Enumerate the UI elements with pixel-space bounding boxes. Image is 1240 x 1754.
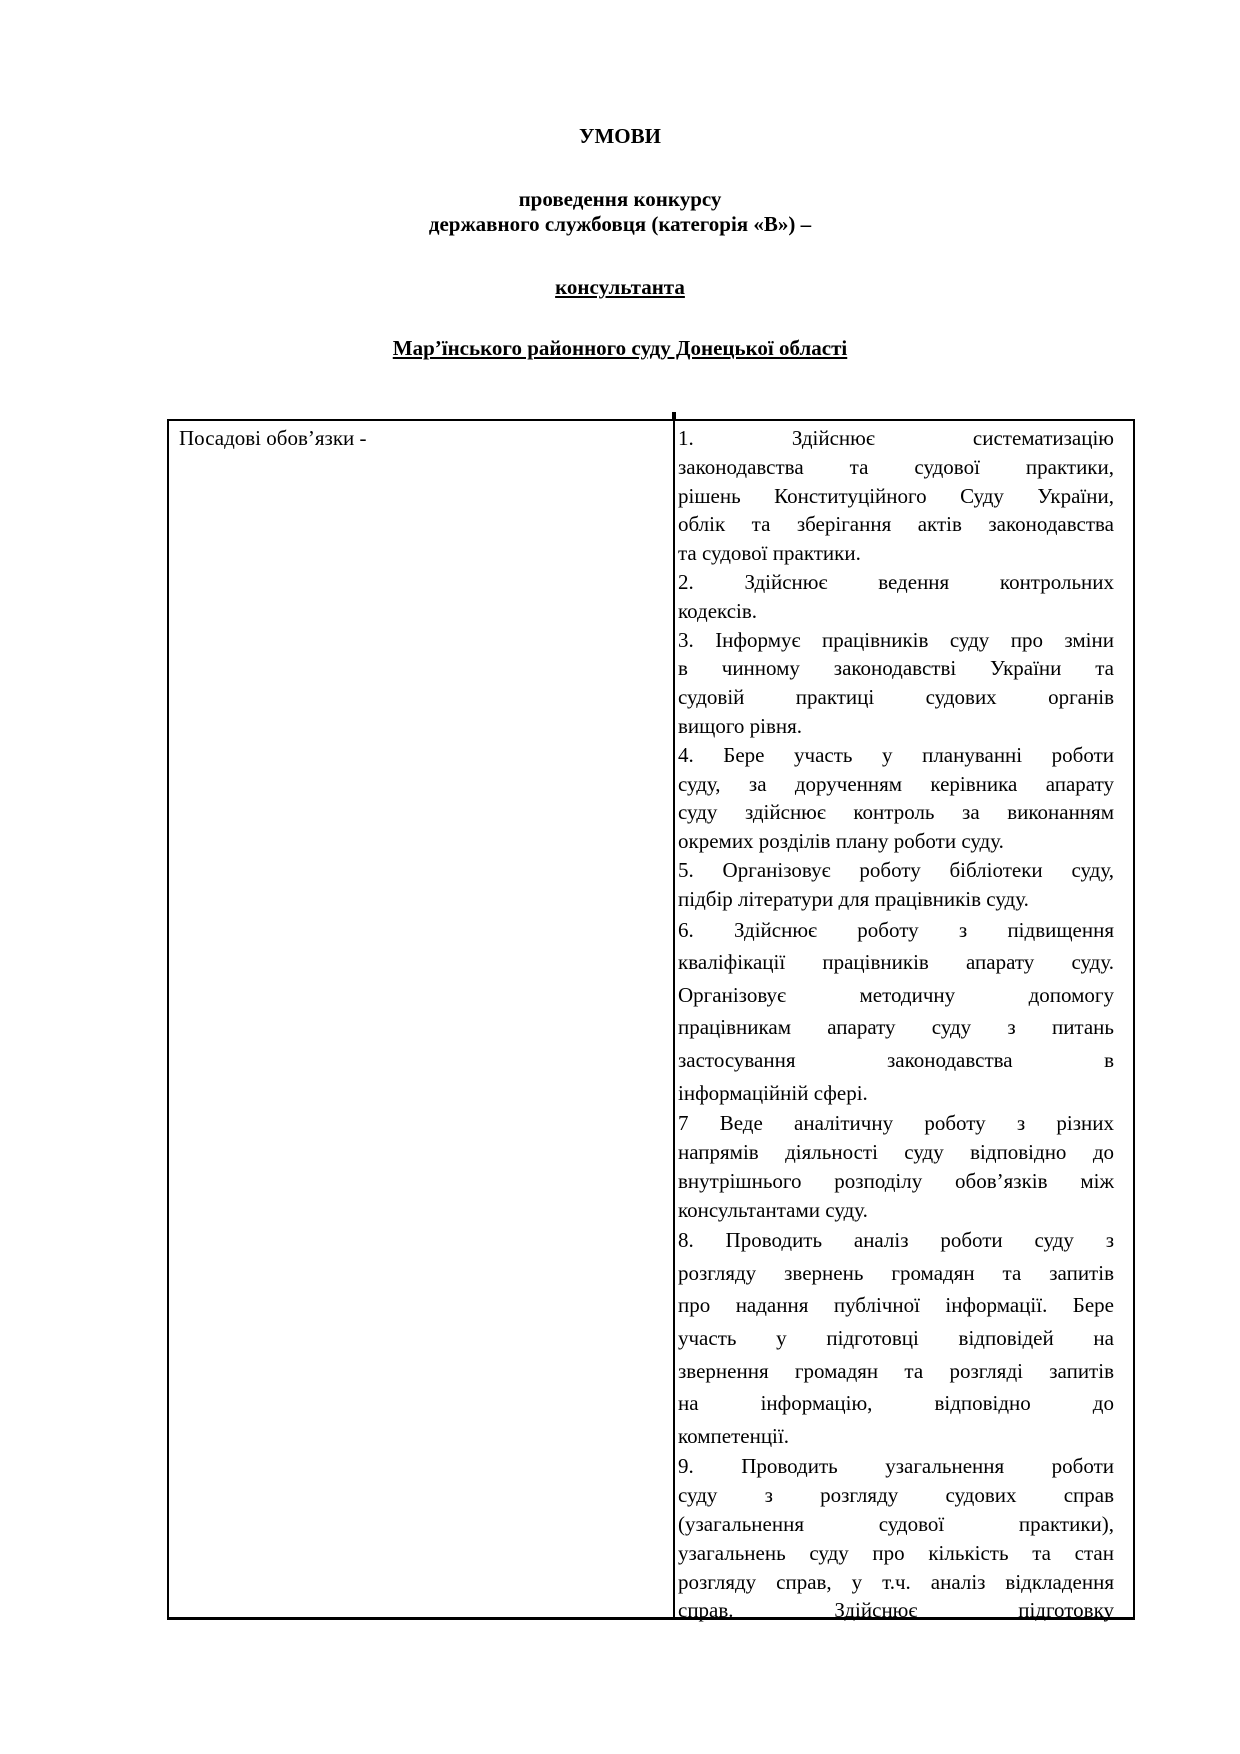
duty-line: кваліфікації працівників апарату суду.	[678, 950, 1114, 975]
duty-line: суду, за дорученням керівника апарату	[678, 771, 1114, 796]
position-title: консультанта	[555, 275, 685, 299]
duty-line: 6. Здійснює роботу з підвищення	[678, 917, 1114, 942]
duty-line: суду з розгляду судових справ	[678, 1483, 1114, 1508]
duty-line: суду здійснює контроль за виконанням	[678, 800, 1114, 825]
duty-line: облік та зберігання актів законодавства	[678, 512, 1114, 537]
duty-line: окремих розділів плану роботи суду.	[678, 829, 1004, 854]
duty-line: звернення громадян та розгляді запитів	[678, 1358, 1114, 1383]
duty-line: 3. Інформує працівників суду про зміни	[678, 627, 1114, 652]
duty-line: компетенції.	[678, 1423, 789, 1448]
duty-line: (узагальнення судової практики),	[678, 1512, 1114, 1537]
duty-line: на інформацію, відповідно до	[678, 1391, 1114, 1416]
duty-item	[678, 914, 1114, 1110]
duty-line: в чинному законодавстві України та	[678, 656, 1114, 681]
duty-item	[678, 424, 1114, 568]
duty-line: 9. Проводить узагальнення роботи	[678, 1454, 1114, 1479]
duty-line: напрямів діяльності суду відповідно до	[678, 1139, 1114, 1164]
duty-line: розгляду звернень громадян та запитів	[678, 1260, 1114, 1285]
duty-line: узагальнень суду про кількість та стан	[678, 1540, 1114, 1565]
duty-line: 8. Проводить аналіз роботи суду з	[678, 1228, 1114, 1253]
duty-line: кодексів.	[678, 598, 758, 623]
table-marker	[672, 412, 676, 420]
duty-line: 7 Веде аналітичну роботу з різних	[678, 1111, 1114, 1136]
organization-name: Мар’їнського районного суду Донецької області	[392, 336, 848, 360]
document-subtitle-line1: проведення конкурсу	[518, 187, 722, 211]
duty-line: 4. Бере участь у плануванні роботи	[678, 742, 1114, 767]
duties-label: Посадові обов’язки -	[179, 426, 367, 450]
duty-item	[678, 568, 1114, 626]
duties-list	[678, 424, 1114, 1625]
document-subtitle-line2: державного службовця (категорія «В») –	[428, 212, 812, 236]
duty-line: підбір літератури для працівників суду.	[678, 886, 1029, 911]
duty-line: про надання публічної інформації. Бере	[678, 1293, 1114, 1318]
document-title: УМОВИ	[579, 124, 661, 148]
duty-line: розгляду справ, у т.ч. аналіз відкладення	[678, 1569, 1114, 1594]
duty-item	[678, 626, 1114, 741]
duty-line: справ. Здійснює підготовку	[678, 1598, 1114, 1623]
duty-line: законодавства та судової практики,	[678, 454, 1114, 479]
duty-line: 5. Організовує роботу бібліотеки суду,	[678, 857, 1114, 882]
duty-line: внутрішнього розподілу обов’язків між	[678, 1168, 1114, 1193]
duty-line: 1. Здійснює систематизацію	[678, 426, 1114, 450]
duty-item	[678, 1452, 1114, 1625]
duty-line: інформаційній сфері.	[678, 1080, 868, 1105]
column-divider	[673, 421, 675, 1617]
duty-item	[678, 1224, 1114, 1452]
duty-item	[678, 1109, 1114, 1224]
duty-line: судовій практиці судових органів	[678, 685, 1114, 710]
duty-line: участь у підготовці відповідей на	[678, 1326, 1114, 1351]
duty-item	[678, 856, 1114, 914]
conditions-table	[167, 419, 1135, 1623]
duty-line: вищого рівня.	[678, 713, 803, 738]
duty-item	[678, 741, 1114, 856]
duty-line: застосування законодавства в	[678, 1047, 1114, 1072]
duty-line: Організовує методичну допомогу	[678, 982, 1114, 1007]
duty-line: консультантами суду.	[678, 1197, 868, 1222]
duty-line: 2. Здійснює ведення контрольних	[678, 569, 1114, 594]
duty-line: та судової практики.	[678, 541, 861, 566]
duty-line: працівникам апарату суду з питань	[678, 1015, 1114, 1040]
duty-line: рішень Конституційного Суду України,	[678, 483, 1114, 508]
